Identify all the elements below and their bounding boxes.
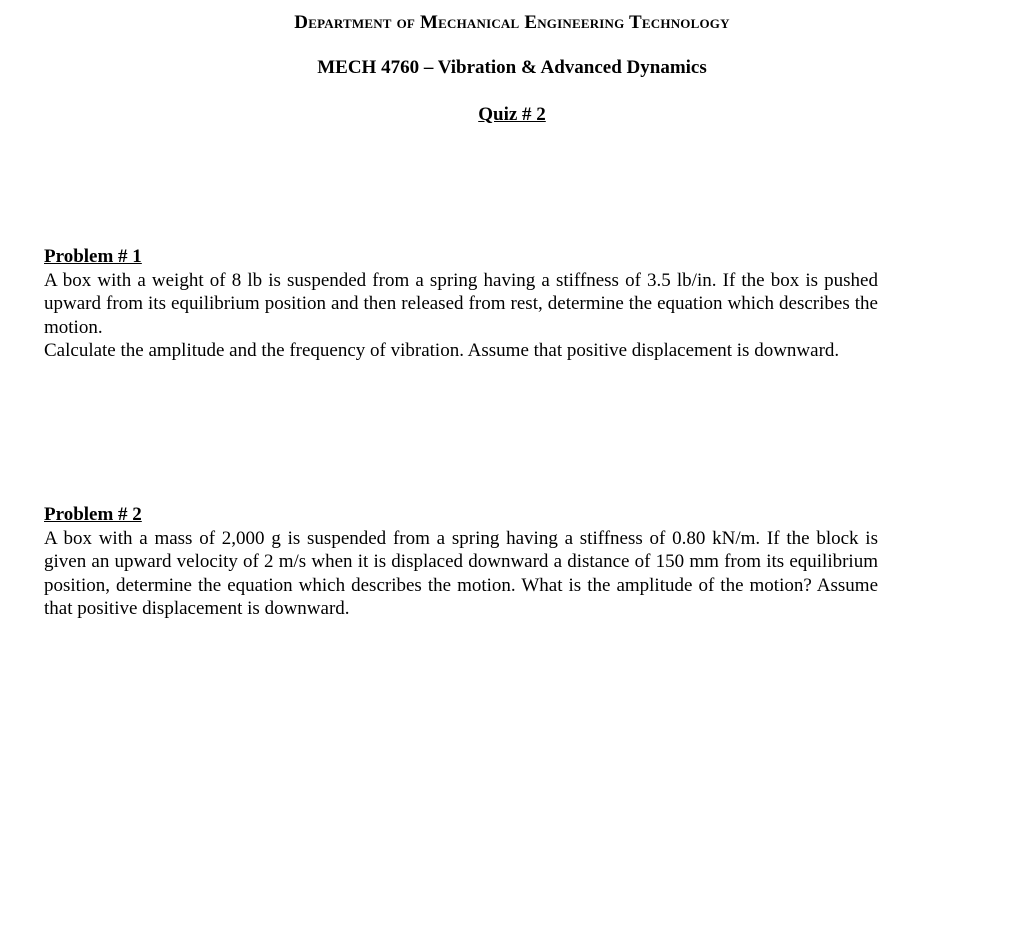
problem-2 bbox=[44, 503, 878, 621]
problem-1-statement: A box with a weight of 8 lb is suspended from a spring having a stiffness of 3.5 lb/in. If the box is pushed upward from its equilibrium position and then released from rest, determine the equation which describes the motion. bbox=[44, 269, 878, 338]
course-title: MECH 4760 – Vibration & Advanced Dynamics bbox=[317, 57, 707, 78]
quiz-title: Quiz # 2 bbox=[478, 104, 546, 125]
department-title: Department of Mechanical Engineering Technology bbox=[294, 12, 730, 33]
problem-1 bbox=[44, 245, 878, 363]
problem-1-instructions: Calculate the amplitude and the frequency of vibration. Assume that positive displacement is downward. bbox=[44, 340, 840, 361]
problem-2-heading: Problem # 2 bbox=[44, 504, 142, 525]
problem-1-heading: Problem # 1 bbox=[44, 246, 142, 267]
problem-2-statement: A box with a mass of 2,000 g is suspended from a spring having a stiffness of 0.80 kN/m. If the block is given an upward velocity of 2 m/s when it is displaced downward a distance of 150 mm from its equilibrium position, determine the equation which describes the motion. What is the amplitude of the motion? Assume that positive displacement is downward. bbox=[44, 527, 878, 619]
